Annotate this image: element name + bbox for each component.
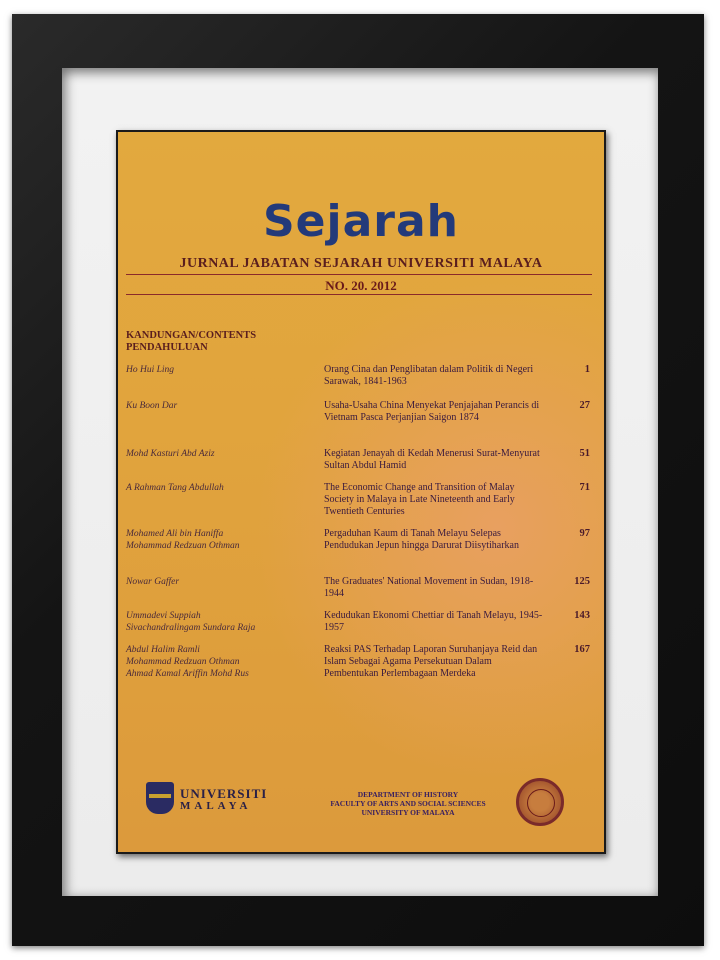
dept-line3: UNIVERSITY OF MALAYA [361,808,455,817]
entry-author: Mohamed Ali bin Haniffa Mohammad Redzuan Othman [126,529,240,551]
logo-line1: UNIVERSITI [180,786,268,801]
entry-author: Ummadevi Suppiah Sivachandralingam Sundara Raja [126,611,256,633]
contents-heading-block [126,330,256,354]
department-block [308,790,508,817]
entry-author: Mohd Kasturi Abd Aziz [126,449,215,459]
issue-number: NO. 20. 2012 [325,278,397,293]
entry-author: Nowar Gaffer [126,577,180,587]
entry-page: 27 [579,400,590,411]
entry-article: Kegiatan Jenayah di Kedah Menerusi Surat-Menyurat Sultan Abdul Hamid [324,448,540,471]
entry-article: Usaha-Usaha China Menyekat Penjajahan Perancis di Vietnam Pasca Perjanjian Saigon 1874 [324,400,540,423]
entry-article: The Economic Change and Transition of Malay Society in Malaya in Late Nineteenth and Early Twentieth Centuries [324,482,515,517]
entry-page: 97 [579,528,590,539]
entry-page: 143 [574,610,590,621]
entry-page: 1 [584,364,590,375]
journal-subtitle: JURNAL JABATAN SEJARAH UNIVERSITI MALAYA [179,256,543,271]
entry-article: Reaksi PAS Terhadap Laporan Suruhanjaya Reid dan Islam Sebagai Agama Persekutuan Dalam Pembentukan Perlembagaan Merdeka [324,644,538,679]
dept-line1: DEPARTMENT OF HISTORY [357,790,459,799]
entry-author: Abdul Halim Ramli Mohammad Redzuan Othman Ahmad Kamal Ariffin Mohd Rus [126,645,249,679]
entry-author: Ho Hui Ling [126,365,175,375]
entry-article: Kedudukan Ekonomi Chettiar di Tanah Melayu, 1945-1957 [324,610,543,633]
journal-title: Sejarah [262,196,460,247]
entry-author: A Rahman Tang Abdullah [126,483,224,493]
entry-page: 71 [579,482,590,493]
logo-line2: MALAYA [180,800,252,812]
entry-page: 125 [574,576,590,587]
entry-page: 167 [574,644,590,655]
university-logo [146,780,306,820]
entry-article: The Graduates' National Movement in Sudan, 1918-1944 [324,576,534,599]
entry-article: Pergaduhan Kaum di Tanah Melayu Selepas Pendudukan Jepun hingga Darurat Diisytiharkan [324,528,519,551]
journal-cover [116,130,606,854]
entry-author: Ku Boon Dar [126,401,178,411]
divider-bottom [126,294,592,295]
department-seal-icon [516,778,564,826]
entry-page: 51 [579,448,590,459]
contents-heading: KANDUNGAN/CONTENTS [126,330,257,341]
entry-article: Orang Cina dan Penglibatan dalam Politik di Negeri Sarawak, 1841-1963 [324,364,534,387]
intro-heading: PENDAHULUAN [126,342,208,353]
crest-icon [146,782,174,814]
divider-top [126,274,592,275]
dept-line2: FACULTY OF ARTS AND SOCIAL SCIENCES [330,799,486,808]
